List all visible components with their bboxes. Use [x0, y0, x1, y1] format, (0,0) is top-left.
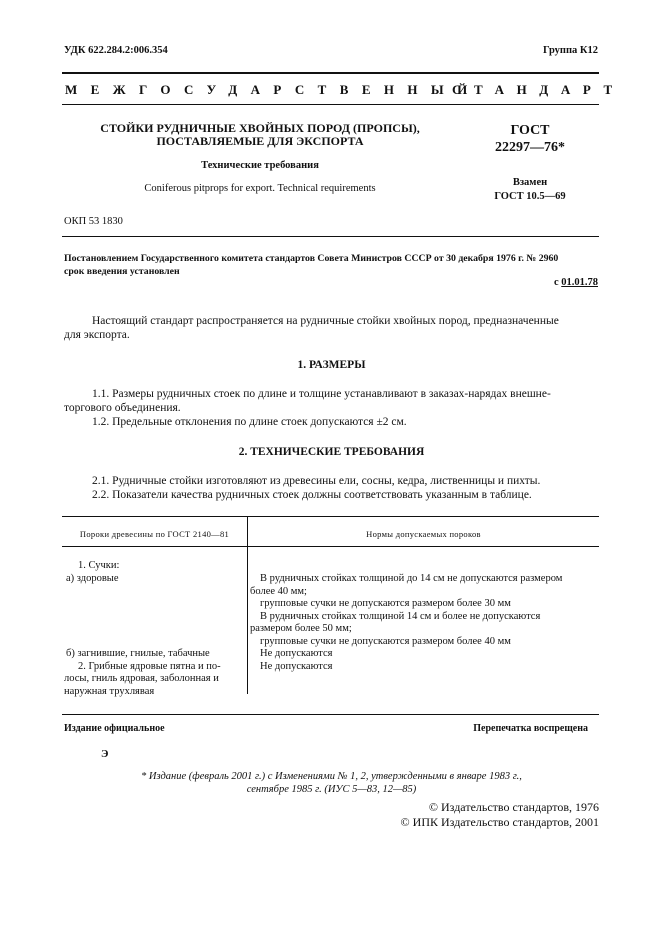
norm-line-8: Не допускаются: [260, 660, 333, 672]
table-defects-column-lower: [64, 648, 246, 698]
english-title: Coniferous pitprops for export. Technical requirements: [144, 183, 376, 194]
reprint-prohibited: Перепечатка воспрещена: [473, 723, 588, 734]
banner-interstate: МЕЖГОСУДАРСТВЕННЫЙ: [65, 82, 481, 97]
edition-mark: Э: [101, 748, 109, 760]
replaces-standard: ГОСТ 10.5—69: [494, 191, 566, 202]
document-title: [70, 122, 450, 148]
norm-line-5: размером более 50 мм;: [250, 623, 352, 634]
table-top-rule: [62, 516, 599, 517]
effective-date: [554, 277, 598, 288]
clause-1-1-line-2: торгового объединения.: [64, 402, 181, 414]
table-row-fungal-line-2: лосы, гниль ядровая, заболонная и: [64, 673, 219, 684]
intro-line-1: Настоящий стандарт распространяется на рудничные стойки хвойных пород, предназначенные: [92, 315, 559, 327]
decree-line-1: Постановлением Государственного комитета стандартов Совета Министров СССР от 30 декабря 1976 г. № 2960: [64, 253, 559, 264]
table-header-defects: Пороки древесины по ГОСТ 2140—81: [79, 529, 230, 539]
table-column-divider: [247, 516, 248, 694]
clause-2-1: 2.1. Рудничные стойки изготовляют из древесины ели, сосны, кедра, лиственницы и пихты.: [92, 475, 541, 487]
table-header-norms: Нормы допускаемых пороков: [366, 529, 481, 539]
table-norms-column: [250, 573, 597, 673]
copyright-1976: © Издательство стандартов, 1976: [428, 800, 599, 814]
section-1-body: [64, 387, 599, 429]
section-1-heading: 1. РАЗМЕРЫ: [297, 359, 366, 371]
banner-standard: СТАНДАРТ: [452, 82, 625, 97]
clause-1-1-line-1: 1.1. Размеры рудничных стоек по длине и толщине устанавливают в заказах-нарядах внешне-: [92, 388, 551, 400]
table-row-fungal-line-3: наружная трухлявая: [64, 685, 155, 697]
gost-number: 22297—76*: [495, 140, 565, 155]
decree-line-2: срок введения установлен: [64, 266, 180, 277]
udk-code: УДК 622.284.2:006.354: [64, 45, 168, 56]
intro-line-2: для экспорта.: [64, 329, 130, 341]
official-edition: Издание официальное: [64, 723, 165, 734]
norm-line-7: Не допускаются: [260, 648, 333, 659]
title-line-1: СТОЙКИ РУДНИЧНЫЕ ХВОЙНЫХ ПОРОД (ПРОПСЫ),: [100, 121, 420, 135]
intro-paragraph: [64, 314, 599, 342]
gost-label: ГОСТ: [510, 123, 550, 138]
norm-line-6: групповые сучки не допускаются размером более 40 мм: [260, 635, 511, 647]
norm-line-4: В рудничных стойках толщиной 14 см и более не допускаются: [260, 610, 541, 622]
copyright-block: [401, 800, 599, 830]
okp-code: ОКП 53 1830: [64, 216, 123, 227]
table-header-rule: [62, 546, 599, 547]
gost-designation: [470, 122, 590, 156]
top-rule: [62, 72, 599, 74]
table-row-knots: 1. Сучки:: [78, 560, 120, 571]
table-defects-column: [64, 560, 244, 585]
table-row-rotten-knots: б) загнившие, гнилые, табачные: [66, 648, 210, 659]
document-subtitle: Технические требования: [201, 160, 319, 171]
effective-date-prefix: с: [553, 277, 562, 288]
effective-date-value: 01.01.78: [561, 277, 598, 288]
clause-1-2: 1.2. Предельные отклонения по длине стоек допускаются ±2 см.: [92, 416, 407, 428]
edition-note: [64, 770, 599, 796]
norm-line-3: групповые сучки не допускаются размером более 30 мм: [260, 598, 511, 609]
copyright-2001: © ИПК Издательство стандартов, 2001: [400, 815, 599, 829]
replaces-label: Взамен: [512, 177, 548, 188]
clause-2-2: 2.2. Показатели качества рудничных стоек должны соответствовать указанным в таблице.: [92, 489, 532, 501]
replaces-block: [470, 176, 590, 204]
group-code: Группа К12: [542, 45, 598, 56]
title-line-2: ПОСТАВЛЯЕМЫЕ ДЛЯ ЭКСПОРТА: [156, 134, 364, 148]
edition-note-line-1: * Издание (февраль 2001 г.) с Изменениями № 1, 2, утвержденными в январе 1983 г.,: [141, 771, 522, 782]
section-2-body: [64, 474, 599, 502]
norm-line-1: В рудничных стойках толщиной до 14 см не допускаются размером: [260, 573, 563, 584]
footer-rule: [62, 714, 599, 715]
table-row-healthy-knots: а) здоровые: [66, 572, 119, 584]
edition-note-line-2: сентябре 1985 г. (ИУС 5—83, 12—85): [246, 784, 417, 795]
section-2-heading: 2. ТЕХНИЧЕСКИЕ ТРЕБОВАНИЯ: [238, 446, 425, 458]
table-row-fungal-line-1: 2. Грибные ядровые пятна и по-: [78, 660, 221, 672]
norm-line-2: более 40 мм;: [250, 585, 307, 597]
decree-text: [64, 252, 558, 278]
title-rule: [62, 236, 599, 237]
banner-rule: [62, 104, 599, 105]
